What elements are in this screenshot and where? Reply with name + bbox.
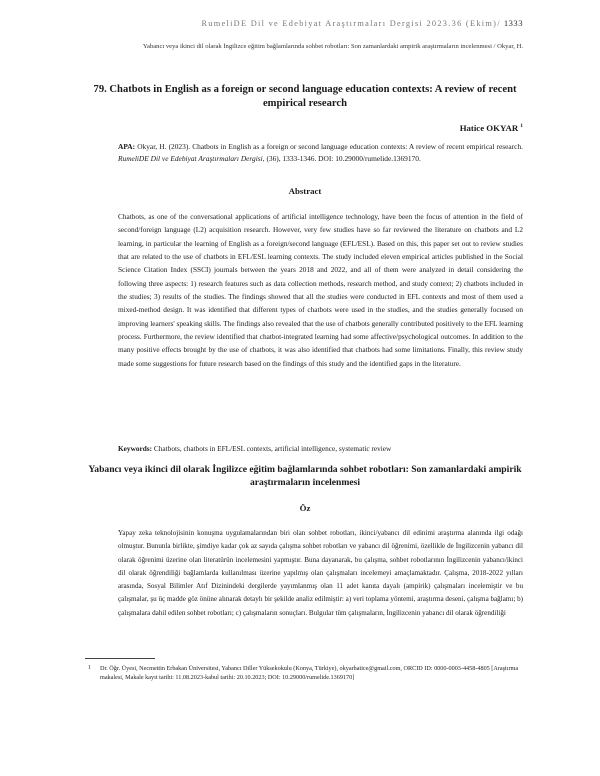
journal-header xyxy=(118,18,523,28)
journal-name: RumeliDE Dil ve Edebiyat Araştırmaları Dergisi 2023.36 (Ekim)/ xyxy=(201,19,501,28)
footnote-marker: 1 xyxy=(88,665,91,671)
footnote xyxy=(88,664,525,683)
abstract-text xyxy=(118,210,523,370)
oz-text xyxy=(118,527,523,620)
oz-paragraph: Yapay zeka teknolojisinin konuşma uygulamalarından biri olan sohbet robotları, ikinci/yabancı dil edinimi araştırma alanında ilgi odağı olmuştur. Bununla birlikte, şimdiye kadar çok az sayıda çalışma sohbet robotları ve yabancı dil öğrenimi, özellikle de İngilizcenin yabancı dil olarak öğrenimi üzerine olan literatürün incelemesini yapmıştır. Buna dayanarak, bu çalışma, sohbet robotlarının İngilizcenin yabancı/ikinci dil olarak öğrendiliği bağlamlarda kullanılması üzerine yapılmış olan çalışmaları incelemeyi amaçlamaktadır. Çalışma, 2018-2022 yılları arasında, Sosyal Bilimler Atıf Dizinindeki dergilerde yayımlanmış olan 11 adet kanıta dayalı (ampirik) çalışmaları incelemiştir ve bu çalışmalar, şu üç madde göz önüne alınarak detaylı bir şekilde analiz edilmiştir: a) veri toplama yöntemi, araştırma deseni, çalışma bağlamı; b) çalışmalara dahil edilen sohbet robotları; c) çalışmaların sonuçları. Bulgular tüm çalışmaların, İngilizcenin yabancı dil olarak öğrendiliği xyxy=(118,529,523,617)
keywords-label: Keywords: xyxy=(118,444,153,453)
apa-label: APA: xyxy=(118,142,136,151)
page-number: 1333 xyxy=(503,18,523,28)
footnote-divider xyxy=(85,658,155,659)
running-head: Yabancı veya ikinci dil olarak İngilizce eğitim bağlamlarında sohbet robotları: Son zamanlardaki ampirik araştırmaların incelenmesi / Okyar, H. xyxy=(142,43,523,50)
apa-citation-end: (36), 1333-1346. DOI: 10.29000/rumelide.1369170. xyxy=(266,153,421,163)
turkish-title: Yabancı veya ikinci dil olarak İngilizce eğitim bağlamlarında sohbet robotları: Son zamanlardaki ampirik araştırmaların incelenmesi xyxy=(88,464,522,488)
article-title: 79. Chatbots in English as a foreign or second language education contexts: A review of recent empirical research xyxy=(93,84,517,109)
keywords-list: Chatbots, chatbots in EFL/ESL contexts, artificial intelligence, systematic review xyxy=(153,444,392,453)
keywords xyxy=(118,444,523,453)
author-footnote-marker[interactable]: 1 xyxy=(520,123,523,130)
apa-journal-title: RumeliDE Dil ve Edebiyat Araştırmaları Dergisi, xyxy=(118,153,265,163)
oz-heading: Öz xyxy=(299,503,311,513)
apa-citation xyxy=(118,141,523,165)
abstract-heading: Abstract xyxy=(288,186,322,196)
apa-citation-start: Okyar, H. (2023). Chatbots in English as a foreign or second language education contexts: A review of recent empirical research. xyxy=(137,142,523,151)
abstract-paragraph: Chatbots, as one of the conversational applications of artificial intelligence technology, have been the focus of attention in the field of second/foreign language (L2) acquisition research. However, very few studies have so far reviewed the literature on chatbots and L2 learning, in particular the learning of English as a foreign/second language (EFL/ESL). Based on this, this paper set out to review studies that are related to the use of chatbots in EFL/ESL learning contexts. The study included eleven empirical articles published in the Social Science Citation Index (SSCI) journals between the years 2018 and 2022, and all of them were analyzed in detail considering the following three aspects: 1) research features such as data collection methods, research method, and study context; 2) chatbots included in the studies; 3) results of the studies. The findings showed that all the studies were conducted in EFL contexts and most of them used a mixed-method design. It was identified that different types of chatbots were used in the studies, and the studies generally focused on improving learners' speaking skills. The findings also revealed that the use of chatbots generally contributed positively to the EFL learning process. Furthermore, the review identified that chatbot-integrated learning had some affective/psychological outcomes. In addition to the many positive effects brought by the use of chatbots, it was also identified that chatbots had some limitations. Finally, this review study made some suggestions for future research based on the findings of this study and the identified gaps in the literature. xyxy=(118,212,523,368)
footnote-text: Dr. Öğr. Üyesi, Necmettin Erbakan Üniversitesi, Yabancı Diller Yüksekokulu (Konya, Türkiye), okyarhatice@gmail.com, ORCID ID: 0000-0003-4458-4805 [Araştırma makalesi, Makale kayıt tarihi: 11.08.2023-kabul tarihi: 20.10.2023; DOI: 10.29000/rumelide.1369170] xyxy=(100,665,519,682)
author-label: Hatice OKYAR xyxy=(459,123,519,133)
author-name xyxy=(460,123,523,133)
